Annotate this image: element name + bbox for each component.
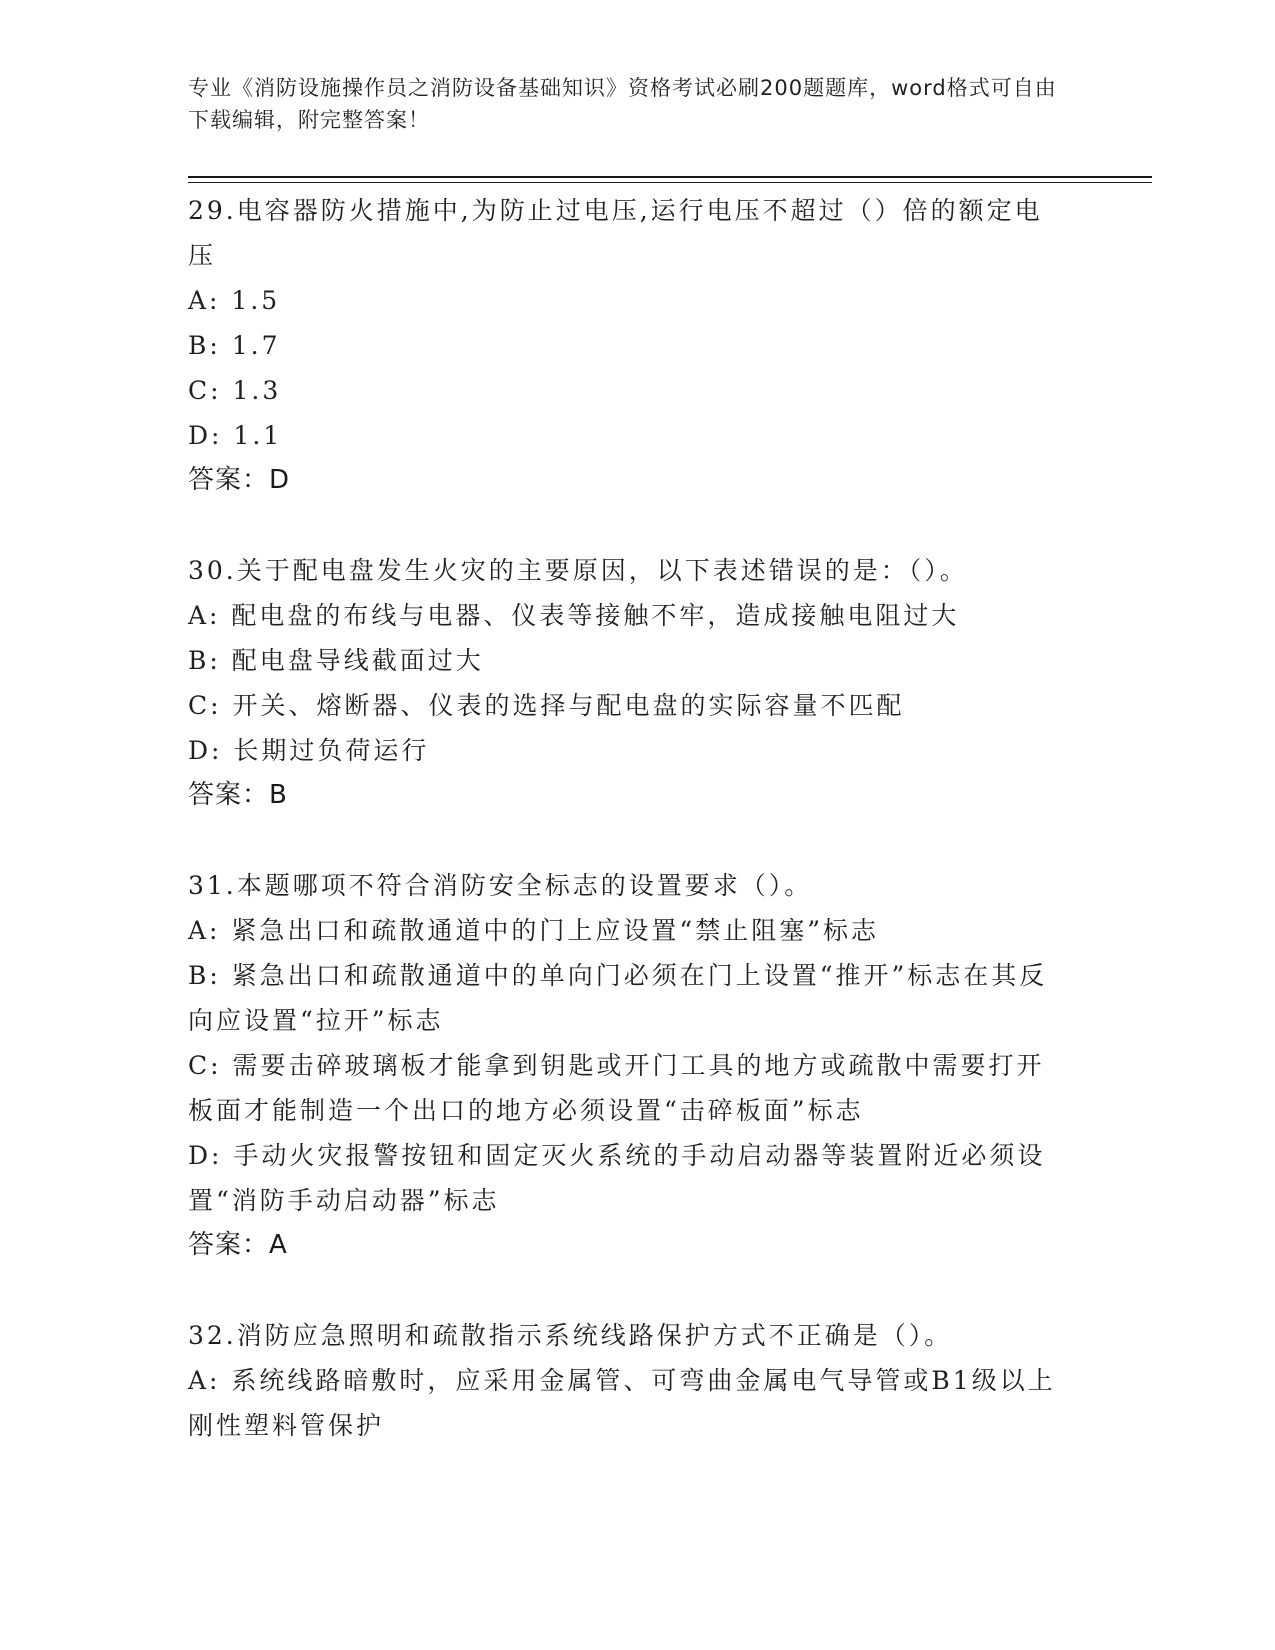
option-b: B: 紧急出口和疏散通道中的单向门必须在门上设置“推开”标志在其反向应设置“拉开”标志 — [188, 961, 1048, 1035]
option-b: B: 配电盘导线截面过大 — [188, 646, 484, 675]
document-header: 专业《消防设施操作员之消防设备基础知识》资格考试必刷200题题库，word格式可自由下载编辑，附完整答案！ — [188, 76, 1057, 132]
answer-line: 答案：D — [188, 465, 291, 495]
option-a: A: 配电盘的布线与电器、仪表等接触不牢，造成接触电阻过大 — [188, 601, 960, 630]
question-stem: 29.电容器防火措施中,为防止过电压,运行电压不超过（）倍的额定电压 — [188, 196, 1043, 270]
question-30 — [188, 548, 1068, 817]
question-stem: 30.关于配电盘发生火灾的主要原因，以下表述错误的是：（）。 — [188, 556, 968, 585]
option-a: A: 系统线路暗敷时，应采用金属管、可弯曲金属电气导管或B1级以上刚性塑料管保护 — [188, 1366, 1056, 1440]
option-d: D: 1.1 — [188, 421, 283, 450]
option-d: D: 长期过负荷运行 — [188, 736, 430, 765]
option-b: B: 1.7 — [188, 331, 281, 360]
question-31 — [188, 863, 1068, 1267]
header-divider-thick — [188, 176, 1152, 178]
question-stem: 32.消防应急照明和疏散指示系统线路保护方式不正确是（）。 — [188, 1321, 953, 1350]
question-32 — [188, 1313, 1068, 1448]
option-d: D: 手动火灾报警按钮和固定灭火系统的手动启动器等装置附近必须设置“消防手动启动器”标志 — [188, 1141, 1046, 1215]
question-29 — [188, 188, 1068, 502]
option-c: C: 开关、熔断器、仪表的选择与配电盘的实际容量不匹配 — [188, 691, 905, 720]
answer-line: 答案：A — [188, 1230, 288, 1260]
question-list — [188, 188, 1068, 1494]
header-divider-thin — [188, 182, 1152, 183]
answer-line: 答案：B — [188, 780, 288, 810]
option-c: C: 需要击碎玻璃板才能拿到钥匙或开门工具的地方或疏散中需要打开板面才能制造一个出口的地方必须设置“击碎板面”标志 — [188, 1051, 1045, 1125]
option-a: A: 1.5 — [188, 286, 281, 315]
option-c: C: 1.3 — [188, 376, 282, 405]
option-a: A: 紧急出口和疏散通道中的门上应设置“禁止阻塞”标志 — [188, 916, 879, 945]
question-stem: 31.本题哪项不符合消防安全标志的设置要求（）。 — [188, 871, 813, 900]
